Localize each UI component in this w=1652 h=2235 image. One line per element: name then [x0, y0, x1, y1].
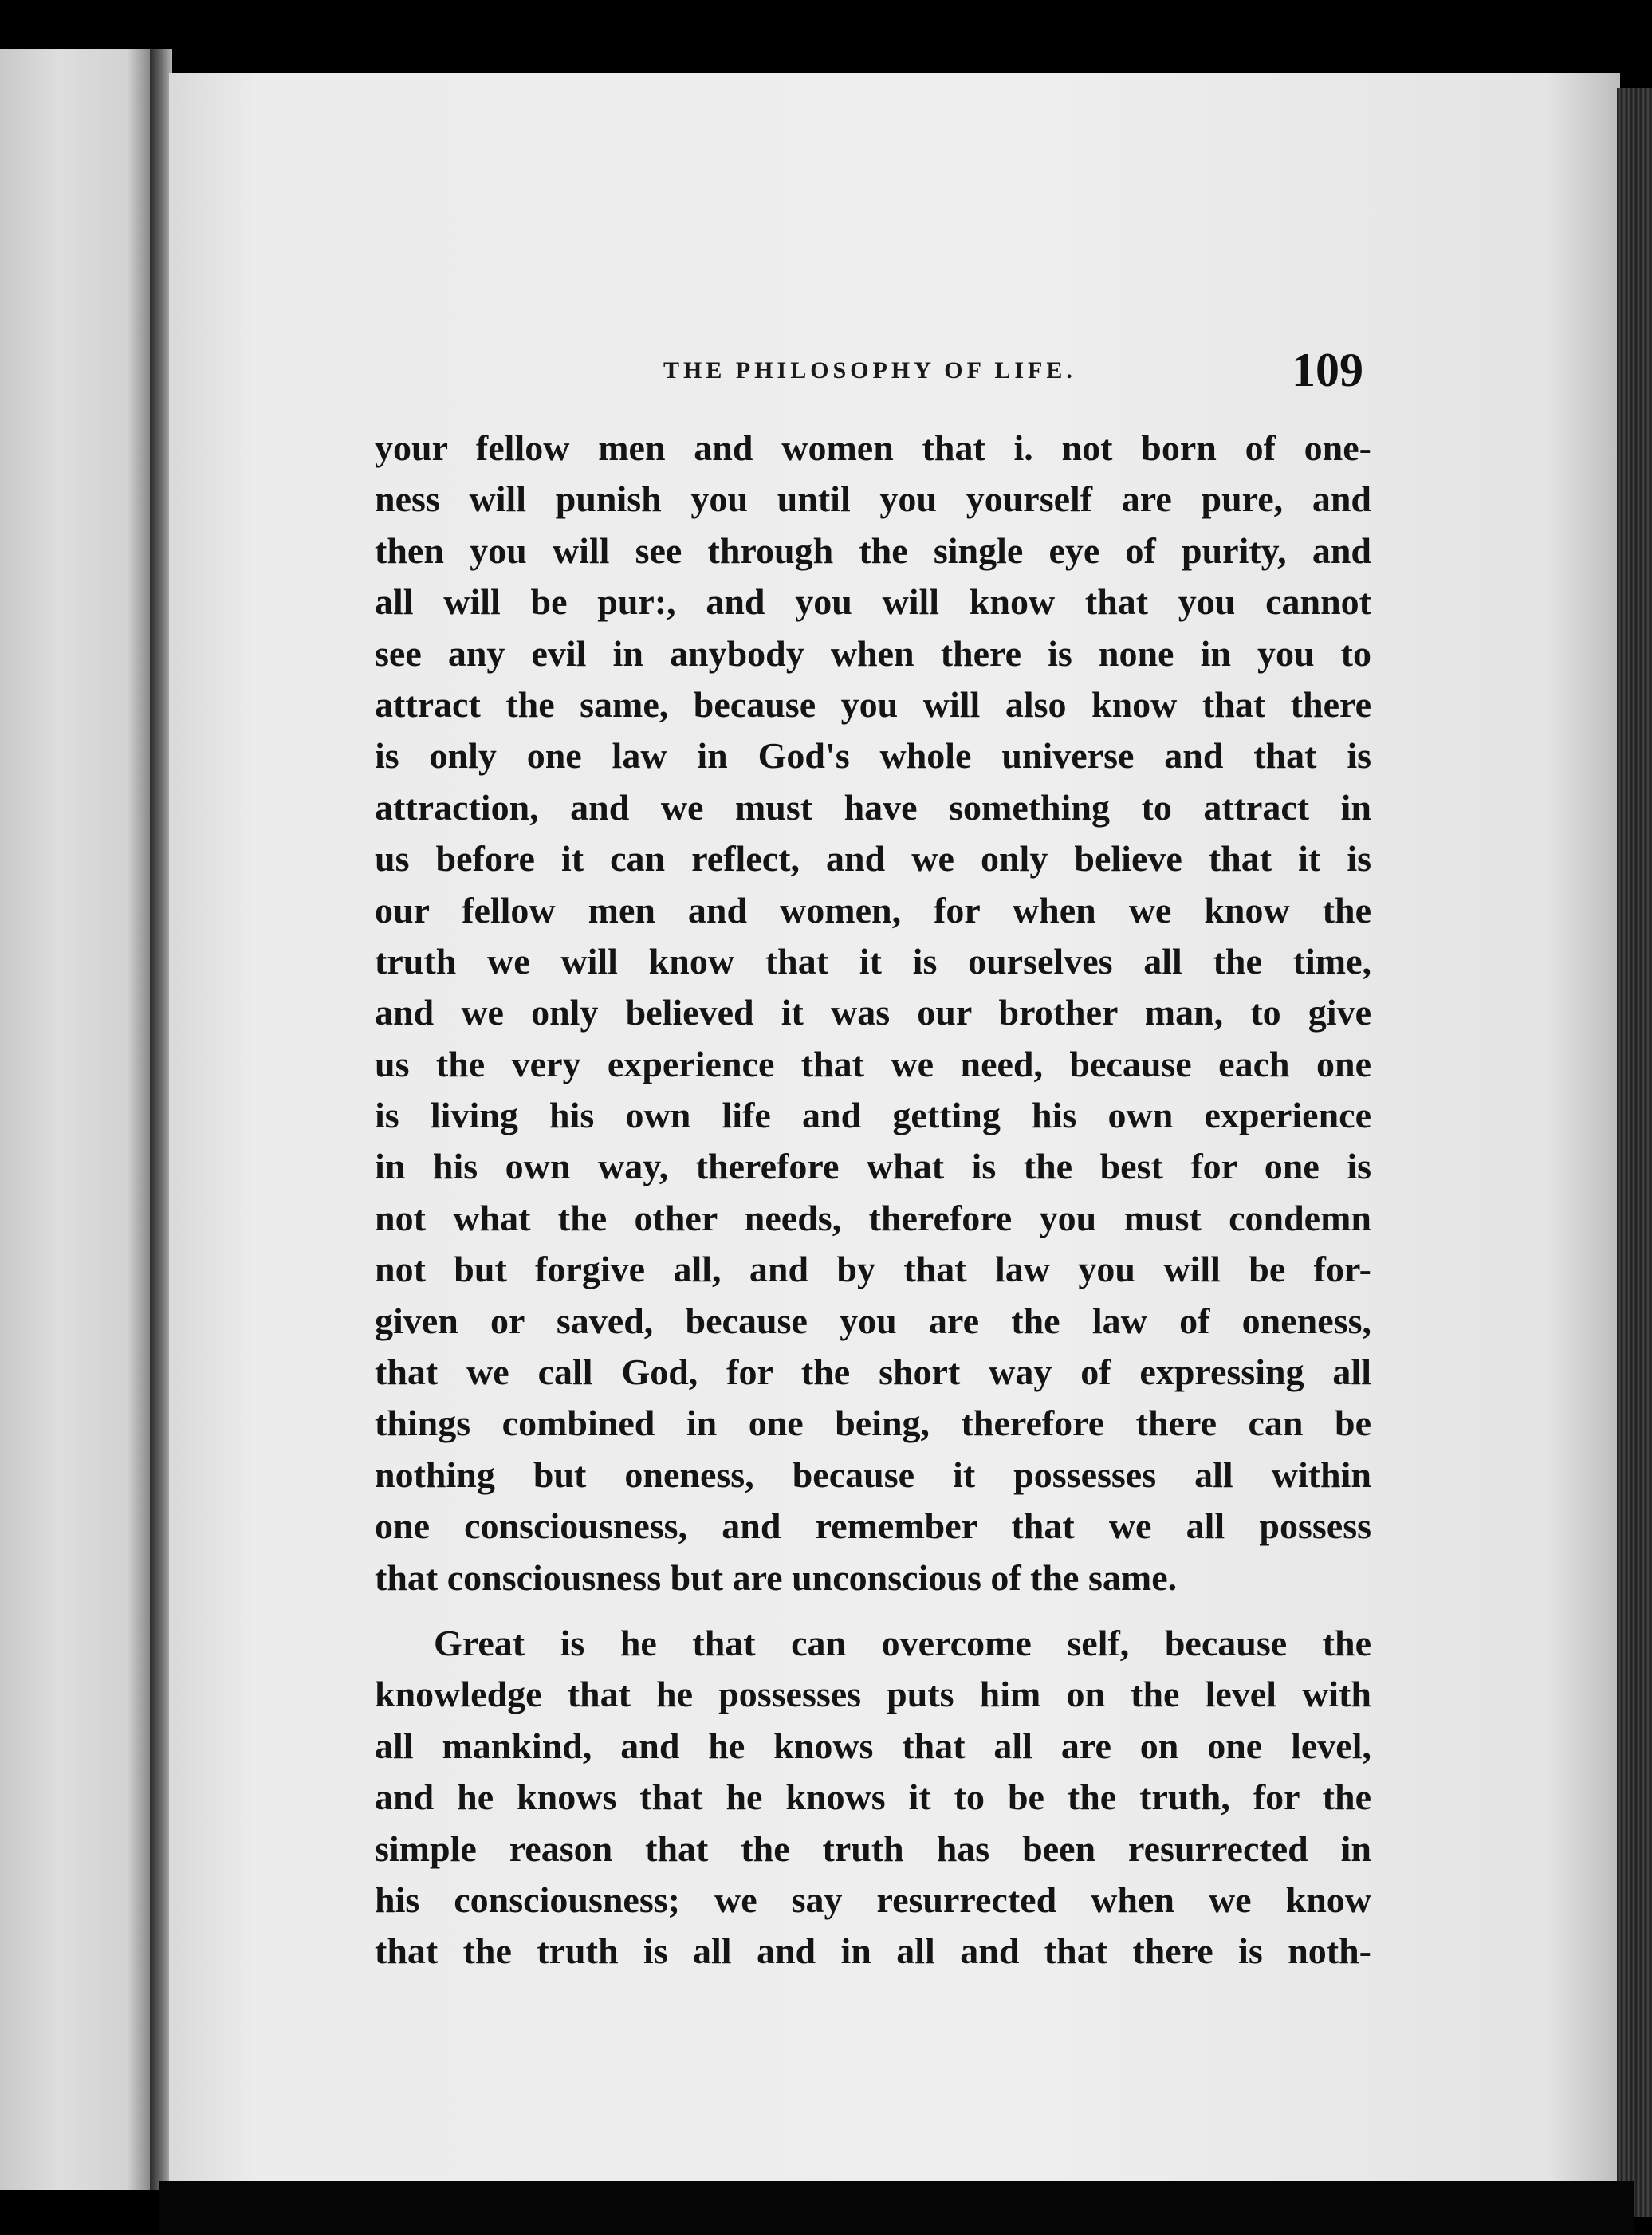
text-line: that consciousness but are unconscious of the same. [375, 1556, 1178, 1598]
left-page-edge [0, 49, 150, 2190]
text-line: knowledge that he possesses puts him on the level with [375, 1674, 1371, 1715]
text-line: in his own way, therefore what is the best for one is [375, 1146, 1371, 1187]
text-line: Great is he that can overcome self, because the [434, 1622, 1371, 1663]
bottom-shadow [159, 2181, 1634, 2235]
text-line: all will be pur:, and you will know that you cannot [375, 581, 1371, 623]
page-stack-edge [1617, 88, 1652, 2217]
text-line: not what the other needs, therefore you must condemn [375, 1197, 1371, 1238]
text-line: then you will see through the single eye of purity, and [375, 529, 1371, 571]
running-head: THE PHILOSOPHY OF LIFE. [663, 357, 1076, 384]
text-line: given or saved, because you are the law of oneness, [375, 1300, 1371, 1341]
text-line: is only one law in God's whole universe and that is [375, 735, 1371, 777]
text-line: his consciousness; we say resurrected when we know [375, 1879, 1371, 1920]
text-line: things combined in one being, therefore there can be [375, 1403, 1371, 1444]
text-line: our fellow men and women, for when we know the [375, 889, 1371, 931]
text-line: not but forgive all, and by that law you will be for- [375, 1249, 1371, 1290]
text-line: your fellow men and women that i. not born of one- [375, 427, 1371, 468]
text-line: ness will punish you until you yourself are pure, and [375, 478, 1371, 520]
text-line: is living his own life and getting his own experience [375, 1095, 1371, 1136]
body-text [375, 423, 1371, 1977]
text-line: all mankind, and he knows that all are on one level, [375, 1725, 1371, 1766]
text-line: one consciousness, and remember that we all possess [375, 1505, 1371, 1547]
text-line: simple reason that the truth has been resurrected in [375, 1828, 1371, 1869]
paragraph-2 [375, 1618, 1371, 1977]
text-line: us before it can reflect, and we only believe that it is [375, 838, 1371, 879]
text-line: and we only believed it was our brother man, to give [375, 992, 1371, 1033]
text-line: attract the same, because you will also know that there [375, 683, 1371, 725]
paragraph-gap [375, 1603, 1371, 1618]
text-line: truth we will know that it is ourselves all the time, [375, 940, 1371, 982]
page-number: 109 [1292, 344, 1363, 396]
text-line: see any evil in anybody when there is none in you to [375, 632, 1371, 674]
text-line: attraction, and we must have something to attract in [375, 786, 1371, 828]
text-line: us the very experience that we need, because each one [375, 1043, 1371, 1084]
text-line: and he knows that he knows it to be the truth, for the [375, 1777, 1371, 1818]
paragraph-1 [375, 423, 1371, 1603]
text-line: nothing but oneness, because it possesses all within [375, 1454, 1371, 1495]
text-line: that we call God, for the short way of expressing all [375, 1352, 1371, 1393]
text-line: that the truth is all and in all and that there is noth- [375, 1930, 1371, 1972]
